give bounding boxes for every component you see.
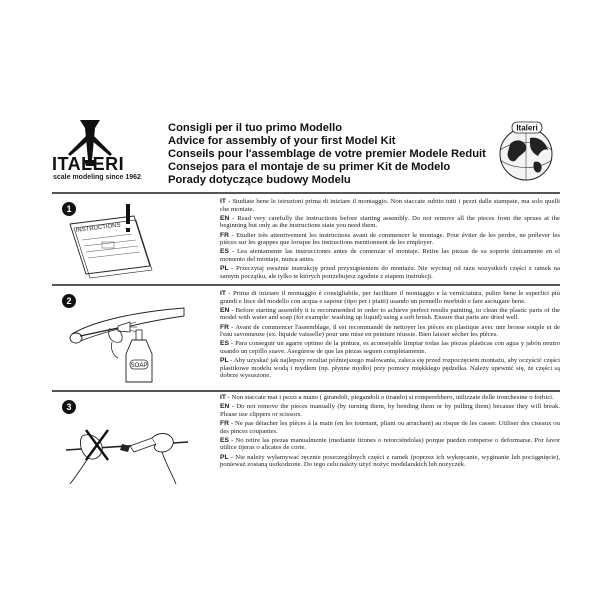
section-2-text <box>220 290 560 382</box>
paragraph-es: ES - Para conseguir un agarre optimo de la pintura, es aconsejable limpiar todas las piezas plásticas con agua y jabón neutro usando un cepillo suave. Asegúrese de que las piezas seguen completamente. <box>220 340 560 355</box>
title-es: Consejos para el montaje de su primer Kit de Modelo <box>168 161 451 173</box>
paragraph-fr: FR - Avant de commencer l'assemblage, il est recommandé de nettoyer les pièces en plastique avec une brosse souple et de l'eau savonneuse (ex. liquide vaisselle) pour une mise en peinture réussie. Bien laisser sécher les pièces. <box>220 323 560 339</box>
paragraph-en: EN - Read very carefully the instructions before starting assembly. Do not remove all the pieces from the sprues at the beginning but only as the instructions state you need them. <box>220 214 560 230</box>
title-it: Consigli per il tuo primo Modello <box>168 122 343 134</box>
globe-icon <box>494 120 558 184</box>
instructions-label: INSTRUCTIONS <box>75 222 121 234</box>
paragraph-pl: PL - Aby uzyskać jak najlepszy rezultat późniejszego malowania, zaleca się przed rozpoczęciem montażu, aby oczyścić części plastikowe modelu wodą i mydłem (np. płynne mydło) przy pomocy miękkiego pędzelka. Należy upewnić się, że części są dobrze wysuszone. <box>220 357 560 380</box>
paragraph-pl: PL - Nie należy wyłamywać ręcznie poszczególnych części z ramek (poprzez ich wykręcanie, wyginanie lub pociągnięcie), ponieważ zostaną uszkodzone. Do tego celu należy użyć nożyc modelarskich lub nożyczek. <box>220 453 560 469</box>
title-en: Advice for assembly of your first Model Kit <box>168 135 396 147</box>
brand-name: ITALERI <box>52 154 125 174</box>
title-fr: Conseils pour l'assemblage de votre premier Modele Reduit <box>168 148 486 160</box>
illustration-instructions <box>52 194 198 282</box>
section-3-text <box>220 394 560 470</box>
paragraph-it: IT - Studiate bene le istruzioni prima di iniziare il montaggio. Non staccate subito tutti i pezzi dalle stampate, ma solo quelli che montate. <box>220 198 560 213</box>
paragraph-en: EN - Do not remove the pieces manually (by turning them, by bending them or by pulling them) because they will break. Please use clippers or scissors. <box>220 403 560 418</box>
step-number: 2 <box>62 294 76 308</box>
header <box>0 110 600 192</box>
illustration-cutting <box>52 392 198 488</box>
paragraph-es: ES - Lea atentamente las instrucciones antes de comenzar el montaje. Retire las piezas de su soporte únicamente en el momento del montaje, nunca antes. <box>220 248 560 263</box>
paragraph-it: IT - Prima di iniziare il montaggio è consigliabile, per facilitare il montaggio e la verniciatura, pulire bene le superfici più grandi e lisce del modello con acqua e sapone (tipo per i piatti) usando un pennello morbido e fare asciugare bene. <box>220 290 560 305</box>
brand-tagline: scale modeling since 1962 <box>53 174 141 181</box>
paragraph-pl: PL - Przeczytaj uważnie instrukcję przed przystąpieniem do montażu. Nie wycinaj od razu wszystkich części z ramek na samym początku, ale tylko te których potrzebujesz zgodnie z etapem instrukcji. <box>220 265 560 280</box>
step-number: 1 <box>62 202 76 216</box>
paragraph-fr: FR - Etudier très attentivement les instructions avant de commencer le montage. Pour éviter de les perdre, ne prélever les pièces sur les grappes que lorsque les instructions mentionnent de les employer. <box>220 231 560 247</box>
paragraph-fr: FR - Ne pas détacher les pièces à la main (en les tournant, pliant ou arrachant) au risque de les casser. Utiliser des ciseaux ou des pinces coupantes. <box>220 419 560 435</box>
section-step-3 <box>52 392 560 488</box>
title-pl: Porady dotyczące budowy Modelu <box>168 174 351 186</box>
section-step-2 <box>52 286 560 388</box>
section-1-text <box>220 198 560 282</box>
section-step-1 <box>52 194 560 282</box>
header-titles <box>168 122 498 187</box>
illustration-washing <box>52 286 198 388</box>
soap-label: SOAP <box>130 363 148 369</box>
step-number: 3 <box>62 400 76 414</box>
paragraph-es: ES - No retire las piezas manualmente (mediante tirones o retorciéndolas) porque pueden romperse o deformarse. Por favor utilice tijeras o alicates de corte. <box>220 436 560 452</box>
globe-label: Italeri <box>516 123 538 133</box>
paragraph-en: EN - Before starting assembly it is recommended in order to achieve perfect results painting, to clean the plastic parts of the model with water and soap (for example: washing up liquid) using a soft brush. Ensure that parts are dried well. <box>220 306 560 322</box>
paragraph-it: IT - Non staccate mai i pezzi a mano ( girandoli, piegandoli o tirando) si romperebbero, utilizzate delle tronchesine o forbici. <box>220 394 554 401</box>
